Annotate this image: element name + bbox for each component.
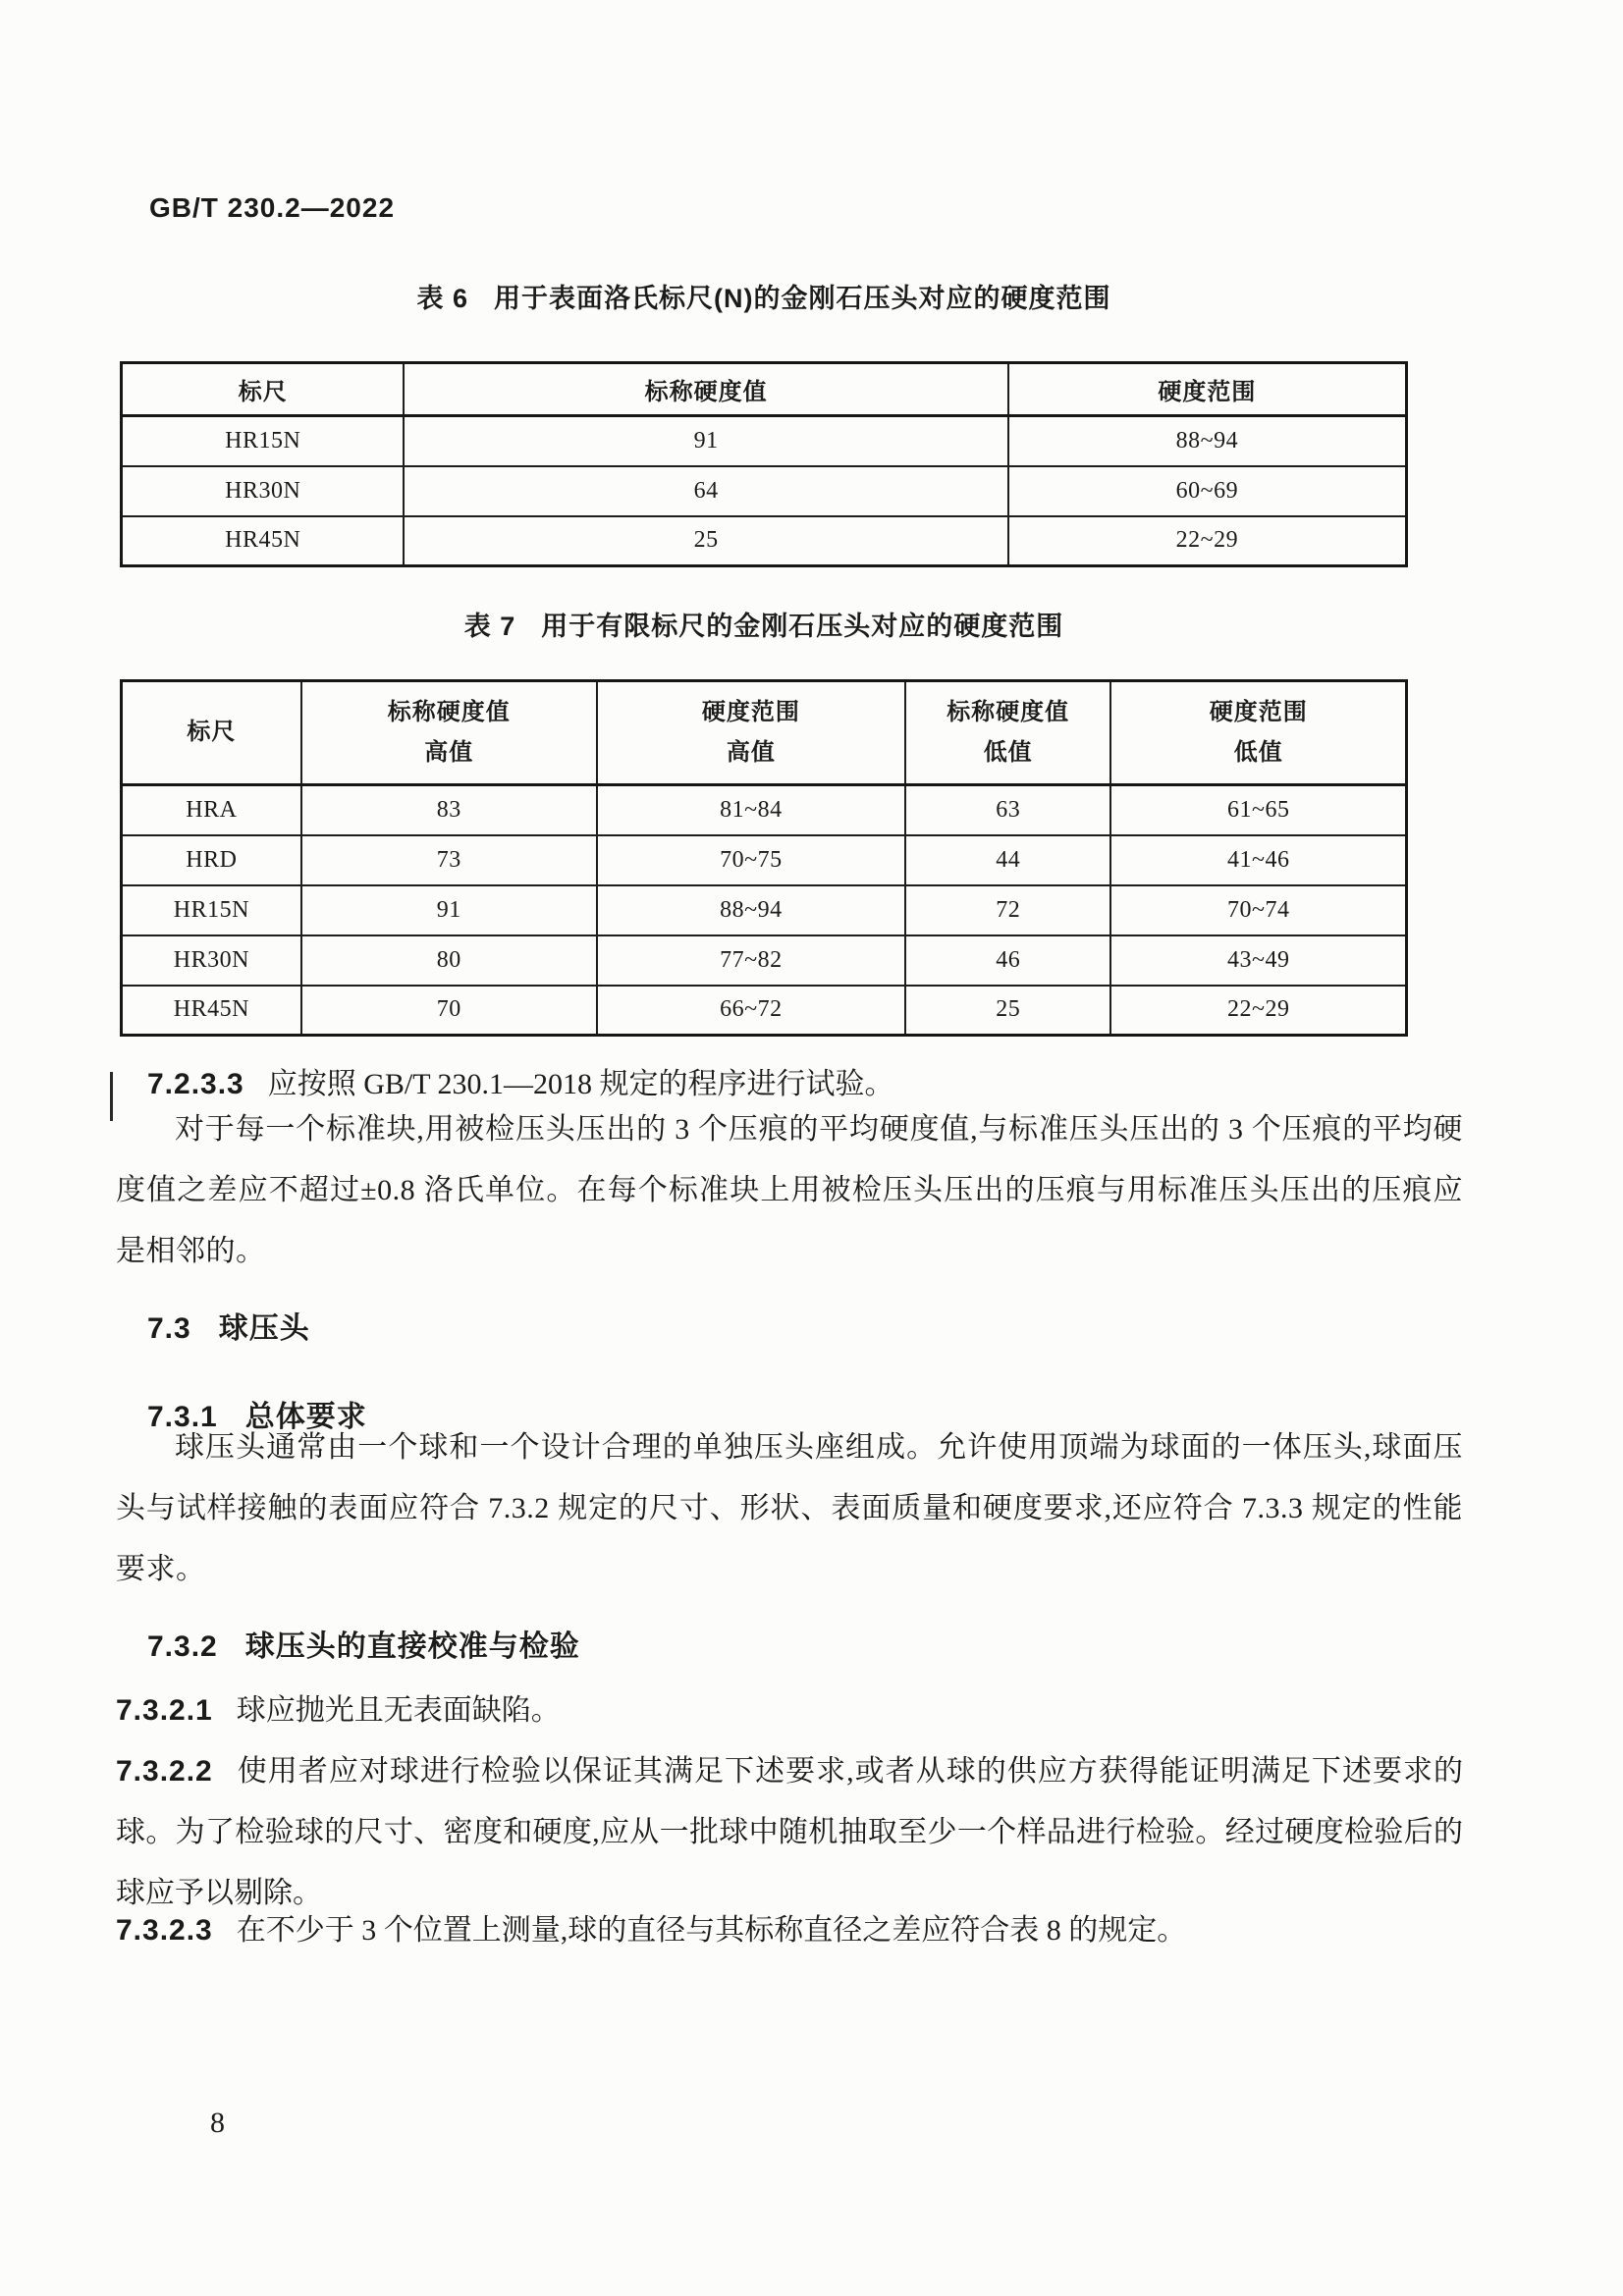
table7-cell: 70: [301, 986, 597, 1036]
table-row: [122, 416, 1407, 466]
table-row: [122, 935, 1407, 986]
table7-header-nominal-high: 标称硬度值 高值: [301, 681, 597, 785]
table6-cell-range: 22~29: [1008, 516, 1407, 566]
table7-cell: 91: [301, 885, 597, 935]
page-number: 8: [210, 2107, 225, 2139]
table6-caption-text: 用于表面洛氏标尺(N)的金刚石压头对应的硬度范围: [494, 284, 1111, 313]
clause-7-3-2-3: [116, 1900, 1463, 1961]
table7-cell: 41~46: [1110, 835, 1406, 885]
table7-cell: 44: [905, 835, 1110, 885]
table7-caption: [120, 605, 1408, 643]
table7-cell: 63: [905, 785, 1110, 835]
table7-cell: 66~72: [597, 986, 905, 1036]
table7-cell: HR15N: [122, 885, 301, 935]
clause-7-3-2-1: [116, 1681, 1463, 1741]
table6-cell-nominal: 25: [404, 516, 1007, 566]
table6-caption: [120, 277, 1408, 315]
table7-cell: 22~29: [1110, 986, 1406, 1036]
paragraph-standard-blocks: 对于每一个标准块,用被检压头压出的 3 个压痕的平均硬度值,与标准压头压出的 3 个压痕的平均硬度值之差应不超过±0.8 洛氏单位。在每个标准块上用被检压头压出的压痕与用标准压头压出的压痕应是相邻的。: [116, 1113, 1463, 1267]
table7-cell: 46: [905, 935, 1110, 986]
table7-header-scale: [122, 681, 301, 785]
heading-7-3-2: [147, 1622, 580, 1665]
table7-header-range-low: 硬度范围 低值: [1110, 681, 1406, 785]
table-row: [122, 986, 1407, 1036]
table6-cell-range: 88~94: [1008, 416, 1407, 466]
clause-number: 7.3.2.2: [116, 1755, 213, 1788]
change-bar-icon: [110, 1072, 113, 1121]
heading-7-3: [147, 1304, 310, 1347]
heading-title: 球压头: [218, 1312, 310, 1345]
clause-number: 7.3.2.1: [116, 1694, 213, 1727]
table7-cell: 73: [301, 835, 597, 885]
table6-caption-label: 表 6: [416, 284, 469, 313]
table6-header-row: [122, 363, 1407, 416]
table7-header-row: [122, 681, 1407, 785]
table7-cell: HRA: [122, 785, 301, 835]
table6-cell-scale: HR15N: [122, 416, 405, 466]
table7-cell: 72: [905, 885, 1110, 935]
clause-text: 球应抛光且无表面缺陷。: [236, 1694, 561, 1727]
table-row: [122, 516, 1407, 566]
clause-number: 7.2.3.3: [147, 1068, 244, 1100]
table7-header-nominal-low: 标称硬度值 低值: [905, 681, 1110, 785]
table6-header-range: 硬度范围: [1008, 363, 1407, 416]
table7-cell: 77~82: [597, 935, 905, 986]
table6-header-nominal: 标称硬度值: [404, 363, 1007, 416]
table7-header-scale-line1: 标尺: [187, 719, 237, 746]
table7-cell: 81~84: [597, 785, 905, 835]
table7-cell: HR45N: [122, 986, 301, 1036]
table6-cell-scale: HR45N: [122, 516, 405, 566]
clause-7-3-2-2: [116, 1741, 1463, 1924]
table6-cell-scale: HR30N: [122, 466, 405, 516]
table6-cell-nominal: 64: [404, 466, 1007, 516]
heading-number: 7.3.2: [147, 1630, 218, 1663]
table7-cell: HRD: [122, 835, 301, 885]
table7-cell: HR30N: [122, 935, 301, 986]
table7-cell: 80: [301, 935, 597, 986]
table6-header-scale: 标尺: [122, 363, 405, 416]
clause-text: 应按照 GB/T 230.1—2018 规定的程序进行试验。: [267, 1068, 894, 1100]
table-row: [122, 835, 1407, 885]
table7-cell: 43~49: [1110, 935, 1406, 986]
clause-text: 使用者应对球进行检验以保证其满足下述要求,或者从球的供应方获得能证明满足下述要求的球。为了检验球的尺寸、密度和硬度,应从一批球中随机抽取至少一个样品进行检验。经过硬度检验后的球应予以剔除。: [116, 1755, 1463, 1909]
table7-caption-text: 用于有限标尺的金刚石压头对应的硬度范围: [541, 612, 1064, 641]
table-row: [122, 885, 1407, 935]
table7-header-range-high: 硬度范围 高值: [597, 681, 905, 785]
table7-cell: 25: [905, 986, 1110, 1036]
table6-cell-range: 60~69: [1008, 466, 1407, 516]
table7-cell: 83: [301, 785, 597, 835]
heading-title: 总体要求: [244, 1401, 367, 1433]
table-row: [122, 466, 1407, 516]
heading-number: 7.3: [147, 1312, 191, 1345]
table-7: [120, 679, 1408, 1037]
standard-code: GB/T 230.2—2022: [149, 192, 396, 223]
paragraph-ball-indenter: 球压头通常由一个球和一个设计合理的单独压头座组成。允许使用顶端为球面的一体压头,球面压头与试样接触的表面应符合 7.3.2 规定的尺寸、形状、表面质量和硬度要求,还应符合 7.3.3 规定的性能要求。: [116, 1431, 1463, 1585]
table7-cell: 70~74: [1110, 885, 1406, 935]
heading-number: 7.3.1: [147, 1401, 218, 1433]
table7-caption-label: 表 7: [463, 612, 516, 641]
clause-number: 7.3.2.3: [116, 1914, 213, 1947]
table7-cell: 61~65: [1110, 785, 1406, 835]
table-row: [122, 785, 1407, 835]
table-6: [120, 361, 1408, 567]
clause-text: 在不少于 3 个位置上测量,球的直径与其标称直径之差应符合表 8 的规定。: [236, 1914, 1187, 1947]
table7-cell: 70~75: [597, 835, 905, 885]
heading-title: 球压头的直接校准与检验: [244, 1630, 580, 1663]
table6-cell-nominal: 91: [404, 416, 1007, 466]
table7-cell: 88~94: [597, 885, 905, 935]
